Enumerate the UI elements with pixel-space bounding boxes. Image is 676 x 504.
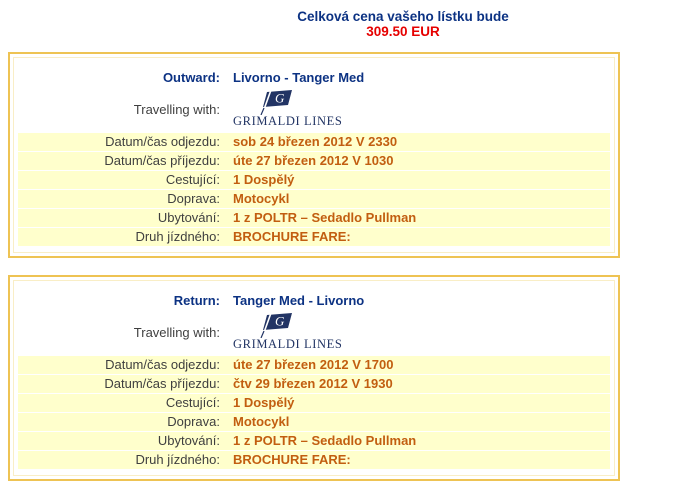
- fare-label: Druh jízdného:: [135, 229, 220, 244]
- total-price-label: Celková cena vašeho lístku bude: [297, 9, 509, 24]
- departure-label: Datum/čas odjezdu:: [105, 357, 220, 372]
- svg-text:G: G: [275, 90, 285, 106]
- fare-value: BROCHURE FARE:: [233, 229, 351, 244]
- passengers-value: 1 Dospělý: [233, 172, 295, 187]
- arrival-label: Datum/čas příjezdu:: [104, 153, 220, 168]
- vehicle-label: Doprava:: [167, 414, 220, 429]
- departure-value: úte 27 březen 2012 V 1700: [233, 357, 394, 372]
- outward-vehicle-row: [18, 190, 610, 208]
- passengers-label: Cestující:: [165, 395, 220, 410]
- outward-header-row: [18, 69, 610, 86]
- outward-accommodation-row: [18, 209, 610, 227]
- vehicle-value: Motocykl: [233, 191, 290, 206]
- return-departure-row: [18, 356, 610, 374]
- accommodation-label: Ubytování:: [157, 433, 220, 448]
- svg-text:G: G: [275, 313, 285, 329]
- total-price-value: 309.50 EUR: [366, 24, 440, 39]
- departure-label: Datum/čas odjezdu:: [105, 134, 220, 149]
- fare-label: Druh jízdného:: [135, 452, 220, 467]
- return-vehicle-row: [18, 413, 610, 431]
- return-passengers-row: [18, 394, 610, 412]
- outward-carrier-row: [18, 88, 610, 130]
- total-price-header: [130, 10, 676, 39]
- grimaldi-lines-logo: [233, 90, 342, 128]
- grimaldi-flag-icon: [259, 313, 293, 338]
- grimaldi-flag-icon: [259, 90, 293, 115]
- outward-arrival-row: [18, 152, 610, 170]
- vehicle-label: Doprava:: [167, 191, 220, 206]
- arrival-value: čtv 29 březen 2012 V 1930: [233, 376, 393, 391]
- return-leg-inner: [13, 280, 615, 476]
- outward-departure-row: [18, 133, 610, 151]
- passengers-value: 1 Dospělý: [233, 395, 295, 410]
- travelling-with-label: Travelling with:: [133, 101, 220, 117]
- vehicle-value: Motocykl: [233, 414, 290, 429]
- accommodation-label: Ubytování:: [157, 210, 220, 225]
- outward-leg-inner: [13, 57, 615, 253]
- outward-leg-box: [8, 52, 620, 258]
- arrival-value: úte 27 březen 2012 V 1030: [233, 153, 394, 168]
- outward-route: Livorno - Tanger Med: [233, 70, 365, 85]
- return-route: Tanger Med - Livorno: [233, 293, 365, 308]
- passengers-label: Cestující:: [165, 172, 220, 187]
- outward-direction-label: Outward:: [162, 70, 220, 85]
- return-fare-row: [18, 451, 610, 469]
- return-direction-label: Return:: [173, 293, 220, 308]
- outward-fare-row: [18, 228, 610, 246]
- accommodation-value: 1 z POLTR – Sedadlo Pullman: [233, 210, 417, 225]
- grimaldi-lines-logo: [233, 313, 342, 351]
- return-header-row: [18, 292, 610, 309]
- arrival-label: Datum/čas příjezdu:: [104, 376, 220, 391]
- departure-value: sob 24 březen 2012 V 2330: [233, 134, 398, 149]
- return-leg-box: [8, 275, 620, 481]
- travelling-with-label: Travelling with:: [133, 324, 220, 340]
- return-arrival-row: [18, 375, 610, 393]
- fare-value: BROCHURE FARE:: [233, 452, 351, 467]
- grimaldi-lines-wordmark: GRIMALDI LINES: [233, 114, 343, 128]
- accommodation-value: 1 z POLTR – Sedadlo Pullman: [233, 433, 417, 448]
- outward-passengers-row: [18, 171, 610, 189]
- return-accommodation-row: [18, 432, 610, 450]
- return-carrier-row: [18, 311, 610, 353]
- grimaldi-lines-wordmark: GRIMALDI LINES: [233, 337, 343, 351]
